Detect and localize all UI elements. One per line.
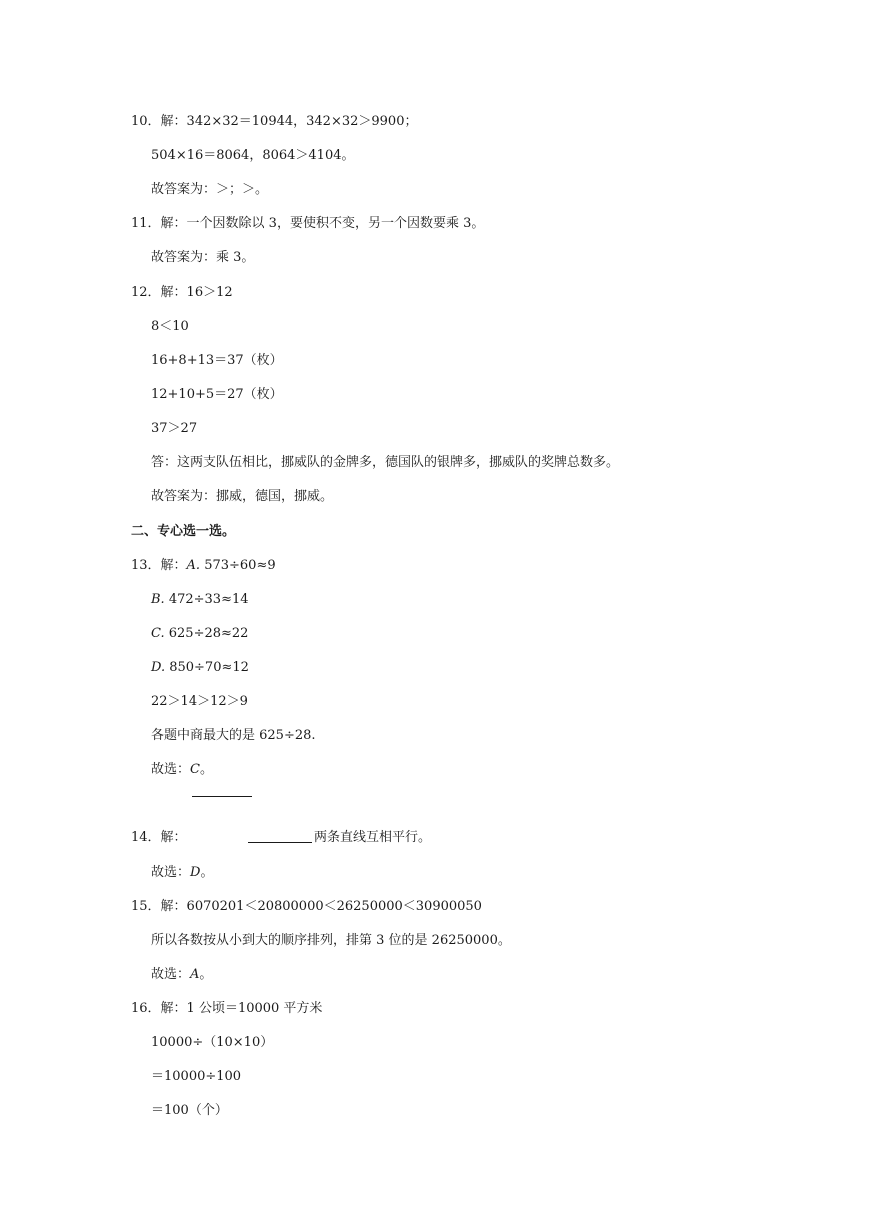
q15-answer [151, 966, 212, 984]
q12-answer: 故答案为：挪威，德国，挪威。 [151, 489, 334, 504]
q15-solution-line: 15．解：6070201＜20800000＜26250000＜30900050 [131, 899, 482, 914]
q10-calc-line: 504×16＝8064，8064＞4104。 [151, 148, 355, 163]
q12-sum-line: 12+10+5＝27（枚） [151, 387, 283, 402]
figure-line-lower [248, 842, 312, 843]
q12-reply: 答：这两支队伍相比，挪威队的金牌多，德国队的银牌多，挪威队的奖牌总数多。 [151, 455, 620, 470]
q16-calc-line: ＝10000÷100 [151, 1069, 242, 1084]
q14-answer [151, 864, 213, 882]
q13-conclusion: 各题中商最大的是 625÷28. [151, 728, 316, 743]
option-letter: B. [151, 592, 165, 607]
answer-letter: C [190, 762, 200, 777]
answer-prefix: 故选： [151, 967, 191, 982]
q12-solution-line: 12．解：16＞12 [131, 285, 233, 300]
figure-line-upper [192, 796, 252, 797]
q16-solution-line: 16．解：1 公顷＝10000 平方米 [131, 1001, 323, 1016]
q13-option-line [151, 591, 249, 609]
q13-solution-line [131, 557, 276, 575]
q13-prefix: 13．解： [131, 558, 187, 573]
q16-calc-line: 10000÷（10×10） [151, 1035, 274, 1050]
q13-compare-line: 22＞14＞12＞9 [151, 694, 248, 709]
option-calc: 625÷28≈22 [164, 626, 249, 641]
answer-prefix: 故选： [151, 865, 191, 880]
option-letter: D. [151, 660, 166, 675]
q12-sum-line: 16+8+13＝37（枚） [151, 353, 283, 368]
q14-statement: 两条直线互相平行。 [314, 830, 432, 845]
answer-suffix: 。 [199, 967, 213, 982]
q13-answer [151, 761, 213, 779]
q14-solution-line [131, 829, 187, 847]
q14-prefix: 14．解： [131, 830, 187, 845]
q13-option-line [151, 625, 248, 643]
q10-answer: 故答案为：＞；＞。 [151, 182, 269, 197]
answer-suffix: 。 [199, 762, 213, 777]
option-calc: 850÷70≈12 [165, 660, 249, 675]
answer-suffix: 。 [200, 865, 214, 880]
q12-compare-line: 37＞27 [151, 421, 198, 436]
q11-answer: 故答案为：乘 3。 [151, 250, 255, 265]
answer-letter: D [190, 865, 201, 880]
option-calc: 472÷33≈14 [164, 592, 249, 607]
q12-compare-line: 8＜10 [151, 319, 189, 334]
q10-solution-line: 10．解：342×32＝10944，342×32＞9900； [131, 114, 418, 129]
q11-solution-line: 11．解：一个因数除以 3，要使积不变，另一个因数要乘 3。 [131, 216, 485, 231]
q15-conclusion: 所以各数按从小到大的顺序排列，排第 3 位的是 26250000。 [151, 933, 511, 948]
option-calc: 573÷60≈9 [200, 558, 276, 573]
answer-prefix: 故选： [151, 762, 191, 777]
q13-option-line [151, 659, 249, 677]
section-heading: 二、专心选一选。 [131, 524, 236, 539]
option-letter: C. [151, 626, 165, 641]
answer-letter: A [190, 967, 200, 982]
q16-result-line: ＝100（个） [151, 1103, 228, 1118]
option-letter: A. [186, 558, 201, 573]
